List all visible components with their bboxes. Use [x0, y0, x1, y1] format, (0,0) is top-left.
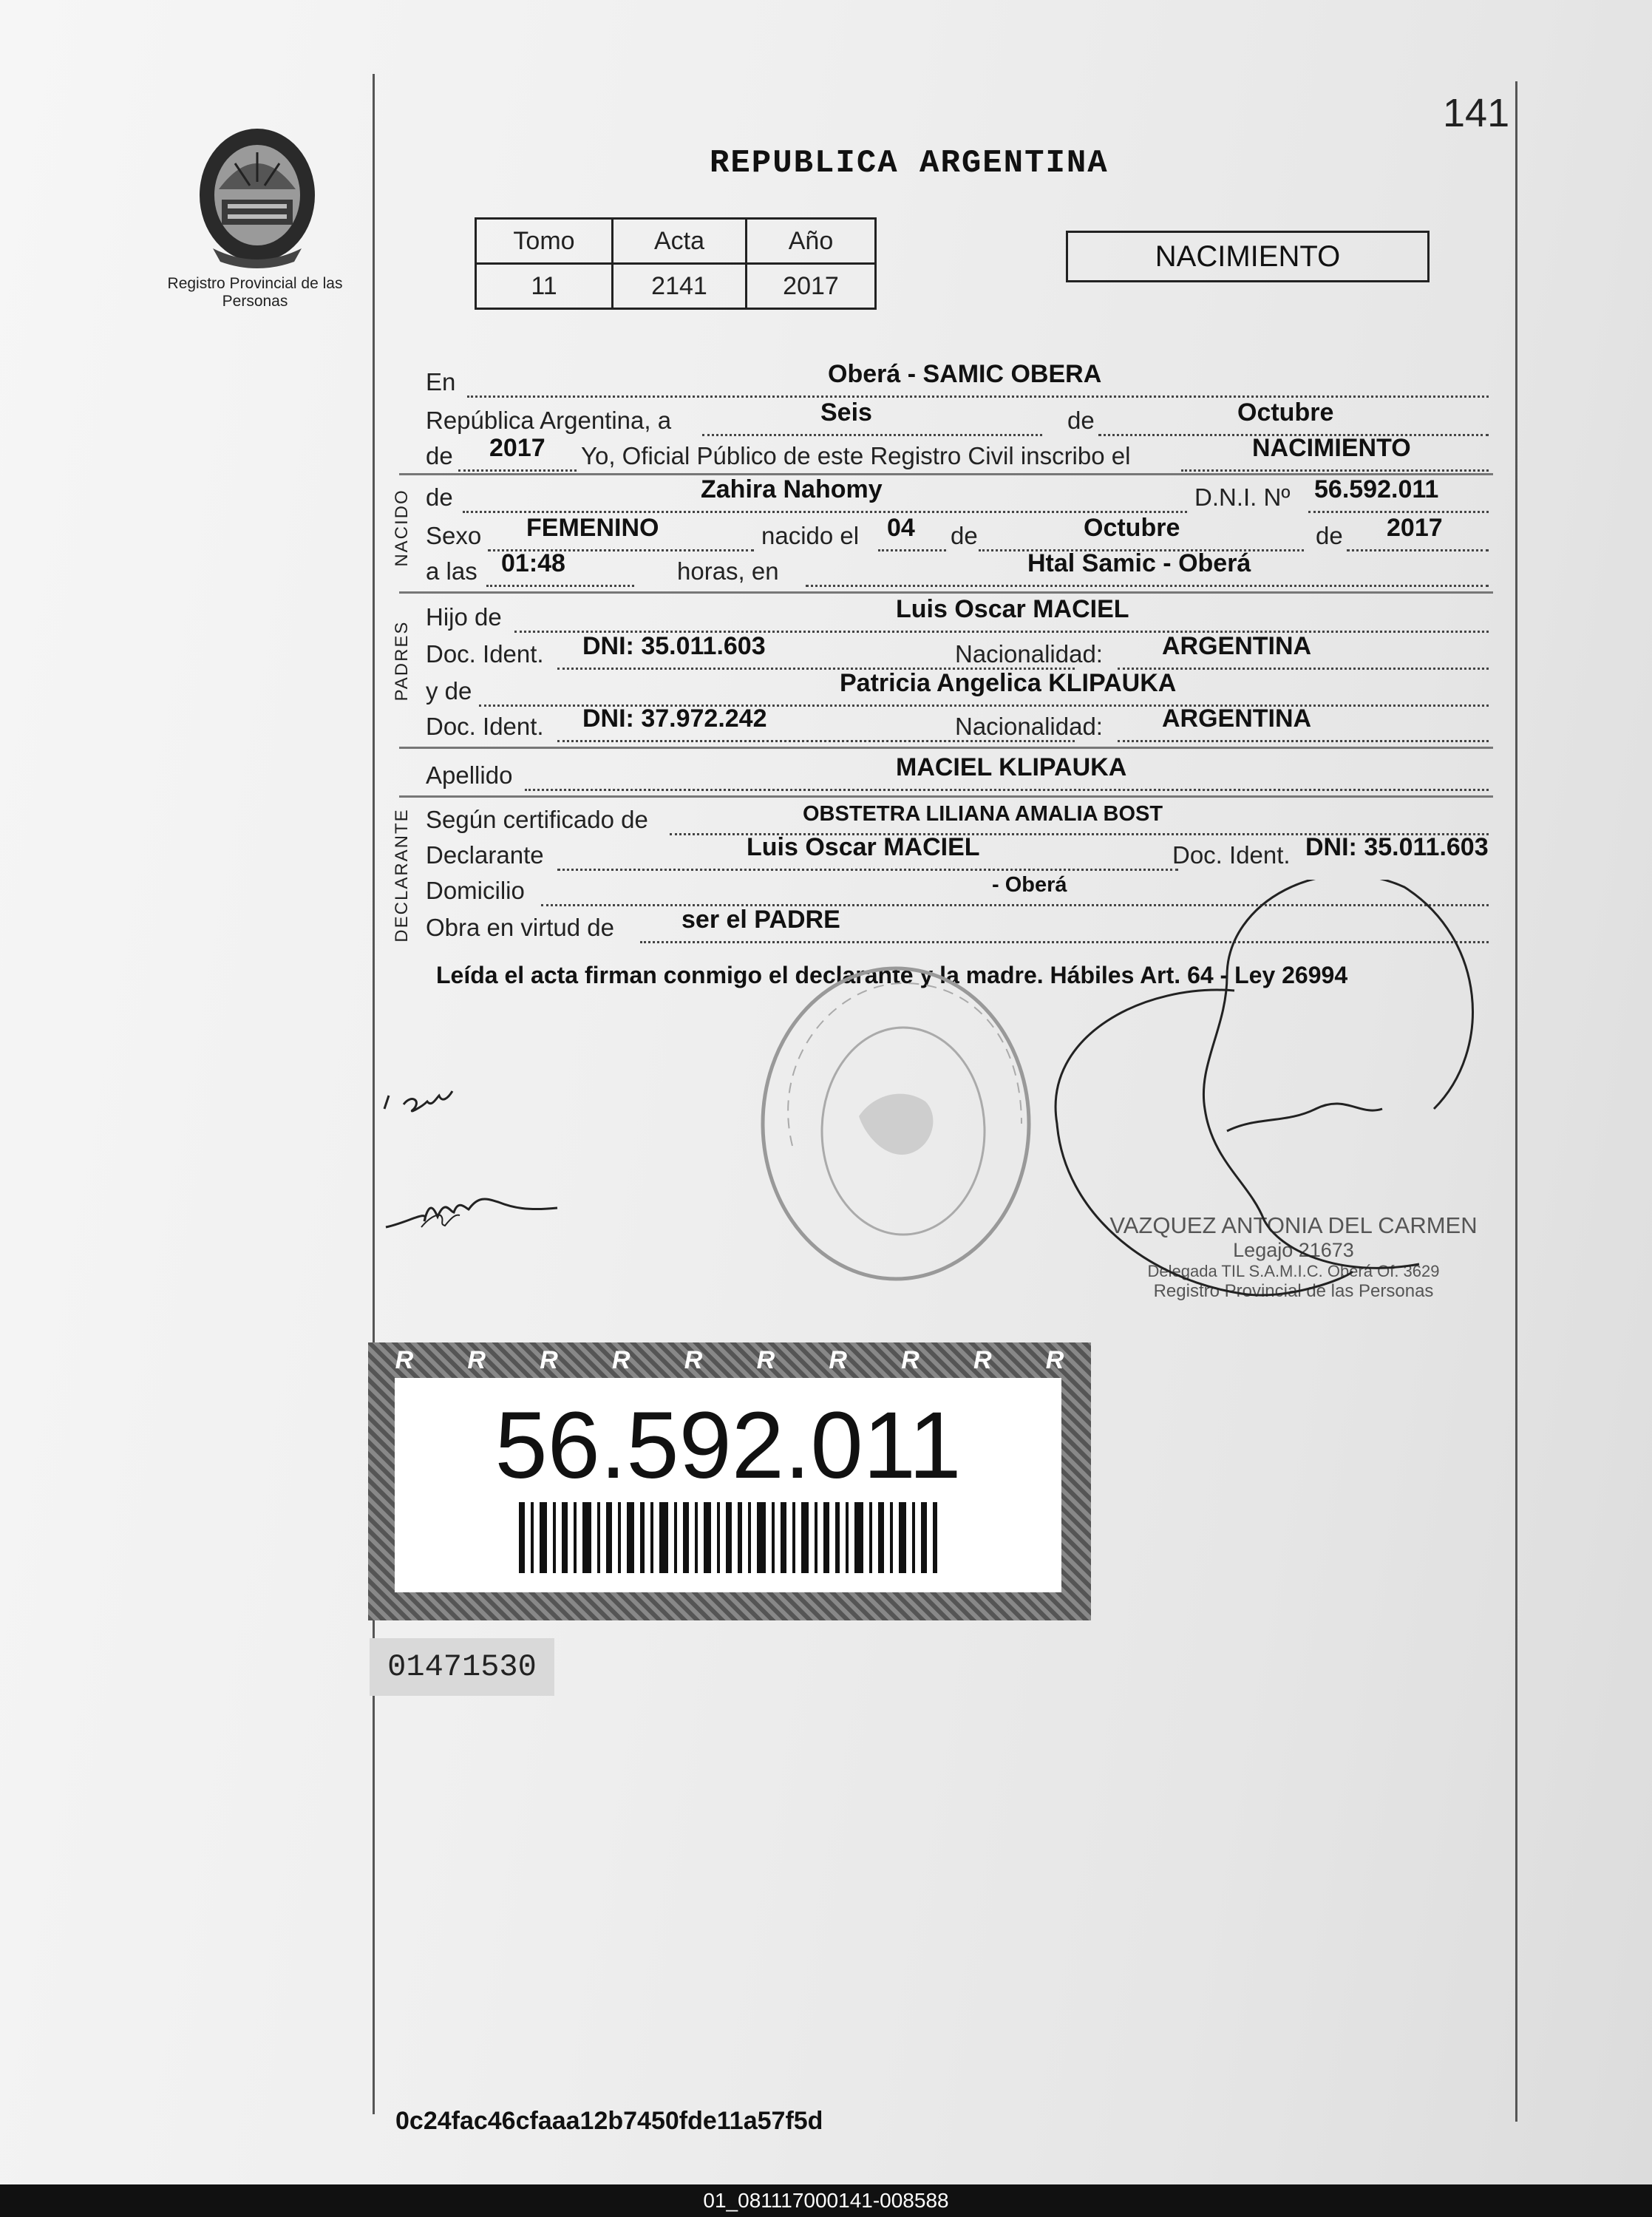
value-nombre: Zahira Nahomy [701, 475, 883, 503]
value-dia-nacimiento: 04 [887, 514, 915, 542]
page-number: 141 [1443, 91, 1510, 135]
label-doc-ident: Doc. Ident. [426, 713, 544, 740]
label-nacido-el: nacido el [761, 522, 860, 549]
label-apellido: Apellido [426, 761, 513, 789]
label-declarante: Declarante [426, 841, 544, 869]
value-madre-doc: DNI: 37.972.242 [582, 705, 767, 733]
row-nombre [426, 473, 1489, 515]
value-mes: Octubre [1237, 398, 1334, 427]
official-cargo: Delegada TIL S.A.M.I.C. Oberá Of. 3629 [1147, 1262, 1440, 1280]
signature-madre-icon [377, 1079, 613, 1257]
label-dni: D.N.I. Nº [1194, 483, 1291, 511]
value-tomo: 11 [476, 264, 613, 309]
label-segun-certificado: Según certificado de [426, 806, 648, 833]
value-anio: 2017 [747, 264, 876, 309]
barcode-panel [395, 1378, 1061, 1592]
right-margin-line [1515, 81, 1517, 2122]
header-tomo: Tomo [476, 219, 613, 264]
label-a-las: a las [426, 557, 477, 585]
tomo-acta-anio-table [475, 217, 877, 310]
header-acta: Acta [613, 219, 747, 264]
value-apellido: MACIEL KLIPAUKA [896, 753, 1127, 781]
value-domicilio: - Oberá [992, 873, 1067, 897]
label-y-de: y de [426, 677, 472, 705]
value-declarante-doc: DNI: 35.011.603 [1305, 833, 1489, 861]
row-inscripcion [426, 432, 1489, 473]
barcode-label [368, 1342, 1091, 1620]
label-sexo: Sexo [426, 522, 482, 549]
closing-statement: Leída el acta firman conmigo el declarante y la madre. Hábiles Art. 64 - Ley 26994 [436, 962, 1348, 988]
label-oficial-publico: Yo, Oficial Público de este Registro Civil inscribo el [581, 442, 1131, 469]
value-lugar-inscripcion: Oberá - SAMIC OBERA [828, 360, 1102, 388]
value-declarante: Luis Oscar MACIEL [747, 833, 980, 861]
left-margin-line [373, 74, 375, 2114]
side-label-padres: PADRES [392, 620, 412, 702]
label-de-mes: de [951, 522, 978, 549]
label-obra-en-virtud: Obra en virtud de [426, 914, 614, 941]
value-hora: 01:48 [501, 549, 565, 577]
label-domicilio: Domicilio [426, 877, 525, 904]
label-en: En [426, 368, 456, 395]
label-doc-ident: Doc. Ident. [426, 640, 544, 668]
label-hijo-de: Hijo de [426, 603, 502, 631]
value-sexo: FEMENINO [526, 514, 659, 542]
value-tipo-inscripcion: NACIMIENTO [1252, 434, 1411, 462]
label-de-anio-nac: de [1316, 522, 1343, 549]
barcode-number: 56.592.011 [494, 1393, 962, 1498]
value-lugar-nacimiento: Htal Samic - Oberá [1027, 549, 1251, 577]
label-de-anio: de [426, 442, 453, 469]
label-doc-ident-declarante: Doc. Ident. [1172, 841, 1291, 869]
official-legajo: Legajo 21673 [1233, 1239, 1354, 1261]
logo-caption: Registro Provincial de las Personas [167, 275, 343, 310]
value-dni: 56.592.011 [1314, 475, 1439, 503]
label-republica: República Argentina, a [426, 407, 672, 434]
official-name: VAZQUEZ ANTONIA DEL CARMEN [1109, 1212, 1478, 1238]
value-padre-doc: DNI: 35.011.603 [582, 632, 766, 660]
value-madre-nacionalidad: ARGENTINA [1162, 705, 1312, 733]
value-padre-nacionalidad: ARGENTINA [1162, 632, 1312, 660]
row-en [426, 358, 1489, 399]
row-padre-doc [426, 630, 1489, 671]
document-hash: 0c24fac46cfaaa12b7450fde11a57f5d [395, 2107, 823, 2135]
barcode-icon [519, 1502, 940, 1573]
label-nacionalidad: Nacionalidad: [955, 713, 1103, 740]
value-dia: Seis [820, 398, 872, 427]
label-de: de [1067, 407, 1095, 434]
value-madre: Patricia Angelica KLIPAUKA [840, 669, 1177, 697]
barcode-security-strip: R R R R R R R R R R [395, 1346, 1064, 1374]
label-horas-en: horas, en [677, 557, 779, 585]
side-label-declarante: DECLARANTE [392, 808, 412, 943]
document-title: REPUBLICA ARGENTINA [710, 145, 1109, 182]
official-registro: Registro Provincial de las Personas [1153, 1281, 1434, 1301]
value-certificado: OBSTETRA LILIANA AMALIA BOST [803, 802, 1163, 826]
value-obra-en-virtud: ser el PADRE [681, 906, 840, 934]
signature-oficial-icon [1020, 880, 1508, 1368]
row-apellido [426, 751, 1489, 792]
value-mes-nacimiento: Octubre [1084, 514, 1180, 542]
footer-document-id: 01_081117000141-008588 [0, 2184, 1652, 2217]
label-de-nombre: de [426, 483, 453, 511]
label-nacionalidad: Nacionalidad: [955, 640, 1103, 668]
misiones-emblem-icon [183, 123, 331, 271]
value-acta: 2141 [613, 264, 747, 309]
header-anio: Año [747, 219, 876, 264]
value-anio-inscripcion: 2017 [489, 434, 545, 462]
side-label-nacido: NACIDO [392, 489, 412, 567]
value-padre: Luis Oscar MACIEL [896, 595, 1129, 623]
row-hora [426, 547, 1489, 588]
separator [399, 747, 1493, 749]
registro-seal-icon [748, 954, 1044, 1294]
row-padre [426, 593, 1489, 634]
serial-number: 01471530 [370, 1638, 554, 1696]
row-madre-doc [426, 702, 1489, 744]
value-anio-nacimiento: 2017 [1387, 514, 1443, 542]
document-type-box: NACIMIENTO [1066, 231, 1430, 282]
